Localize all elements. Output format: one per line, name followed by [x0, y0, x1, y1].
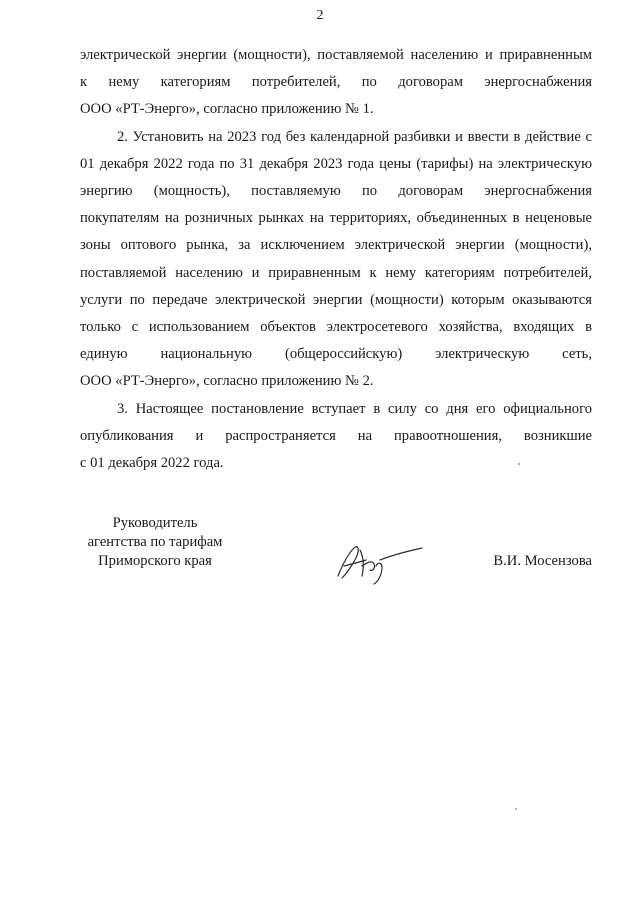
signatory-position-line: агентства по тарифам — [87, 534, 223, 550]
scan-artifact — [518, 463, 520, 465]
body-line: электрической энергии (мощности), поставляемой населению и приравненным — [80, 47, 592, 63]
body-line: услуги по передаче электрической энергии (мощности) которым оказываются — [80, 291, 592, 308]
body-line: ООО «РТ-Энерго», согласно приложению № 1. — [80, 101, 374, 118]
document-body — [80, 42, 592, 477]
body-line: только с использованием объектов электросетевого хозяйства, входящих в — [80, 319, 592, 336]
body-line: единую национальную (общероссийскую) электрическую сеть, — [80, 346, 592, 363]
page-number: 2 — [316, 8, 324, 23]
scan-artifact — [515, 808, 517, 810]
body-line: с 01 декабря 2022 года. — [80, 455, 224, 472]
body-line: покупателям на розничных рынках на территориях, объединенных в неценовые — [80, 210, 592, 227]
body-line: 3. Настоящее постановление вступает в силу со дня его официального — [117, 400, 592, 417]
body-line: 2. Установить на 2023 год без календарной разбивки и ввести в действие с — [117, 128, 592, 145]
body-line: 01 декабря 2022 года по 31 декабря 2023 года цены (тарифы) на электрическую — [80, 155, 592, 172]
body-line: к нему категориям потребителей, по договорам энергоснабжения — [80, 74, 592, 91]
body-line: зоны оптового рынка, за исключением электрической энергии (мощности), — [80, 237, 592, 254]
body-line: опубликования и распространяется на правоотношения, возникшие — [80, 427, 592, 444]
body-line: поставляемой населению и приравненным к нему категориям потребителей, — [80, 264, 592, 281]
body-line: ООО «РТ-Энерго», согласно приложению № 2. — [80, 373, 374, 390]
signatory-position-line: Руководитель — [112, 515, 198, 531]
signatory-position-line: Приморского края — [98, 553, 212, 569]
signatory-position — [80, 514, 230, 571]
signatory-name: В.И. Мосензова — [493, 553, 592, 569]
handwritten-signature — [330, 536, 430, 586]
body-line: энергию (мощность), поставляемую по договорам энергоснабжения — [80, 183, 592, 200]
